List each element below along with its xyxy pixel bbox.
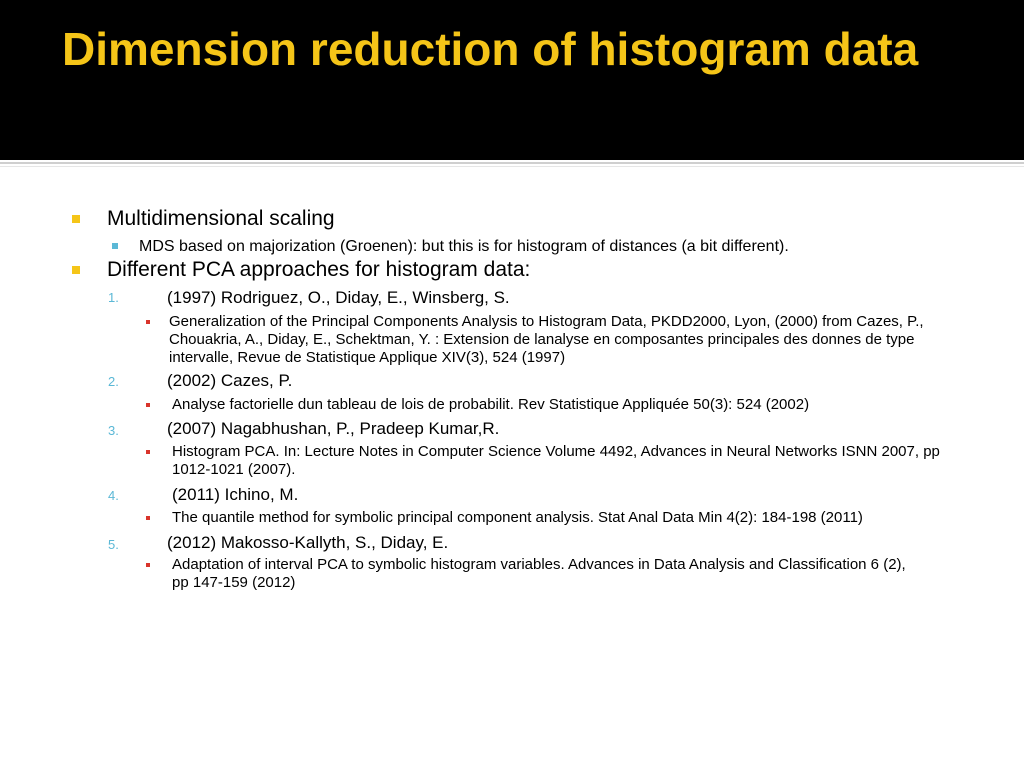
list-item-reference: Generalization of the Principal Components Analysis to Histogram Data, PKDD2000, Lyon, (2000) from Cazes, P., Chouakria, A., Diday, E., Schektman, Y. : Extension de lanalyse en composantes principales des donnes de type intervalle, Revue de Statistique Applique XIV(3), 524 (1997) bbox=[169, 313, 924, 366]
list-item-heading: (2011) Ichino, M. bbox=[172, 485, 299, 504]
square-bullet-icon bbox=[72, 215, 80, 223]
list-item-reference: The quantile method for symbolic principal component analysis. Stat Anal Data Min 4(2): 184-198 (2011) bbox=[172, 509, 863, 526]
square-bullet-icon bbox=[112, 243, 118, 249]
list-number: 1. bbox=[108, 290, 119, 305]
red-bullet-icon bbox=[146, 516, 150, 520]
list-number: 4. bbox=[108, 488, 119, 503]
bullet-mds-sub: MDS based on majorization (Groenen): but this is for histogram of distances (a bit different). bbox=[139, 238, 789, 255]
red-bullet-icon bbox=[146, 450, 150, 454]
list-item-reference: Analyse factorielle dun tableau de lois de probabilit. Rev Statistique Appliquée 50(3): 524 (2002) bbox=[172, 396, 810, 413]
list-item-heading: (1997) Rodriguez, O., Diday, E., Winsberg, S. bbox=[167, 288, 510, 307]
list-item-heading: (2007) Nagabhushan, P., Pradeep Kumar,R. bbox=[167, 419, 500, 438]
list-number: 3. bbox=[108, 423, 119, 438]
list-item-heading: (2002) Cazes, P. bbox=[167, 371, 293, 390]
list-number: 5. bbox=[108, 537, 119, 552]
bullet-mds: Multidimensional scaling bbox=[107, 207, 335, 230]
bullet-pca: Different PCA approaches for histogram data: bbox=[107, 258, 531, 281]
red-bullet-icon bbox=[146, 563, 150, 567]
square-bullet-icon bbox=[72, 266, 80, 274]
list-item-heading: (2012) Makosso-Kallyth, S., Diday, E. bbox=[167, 533, 449, 552]
slide-title: Dimension reduction of histogram data bbox=[62, 23, 919, 75]
list-item-reference: Adaptation of interval PCA to symbolic histogram variables. Advances in Data Analysis and Classification 6 (2), pp 147-159 (2012) bbox=[172, 556, 906, 591]
red-bullet-icon bbox=[146, 403, 150, 407]
list-item-reference: Histogram PCA. In: Lecture Notes in Computer Science Volume 4492, Advances in Neural Networks ISNN 2007, pp 1012-1021 (2007). bbox=[172, 443, 940, 478]
red-bullet-icon bbox=[146, 320, 150, 324]
list-number: 2. bbox=[108, 374, 119, 389]
